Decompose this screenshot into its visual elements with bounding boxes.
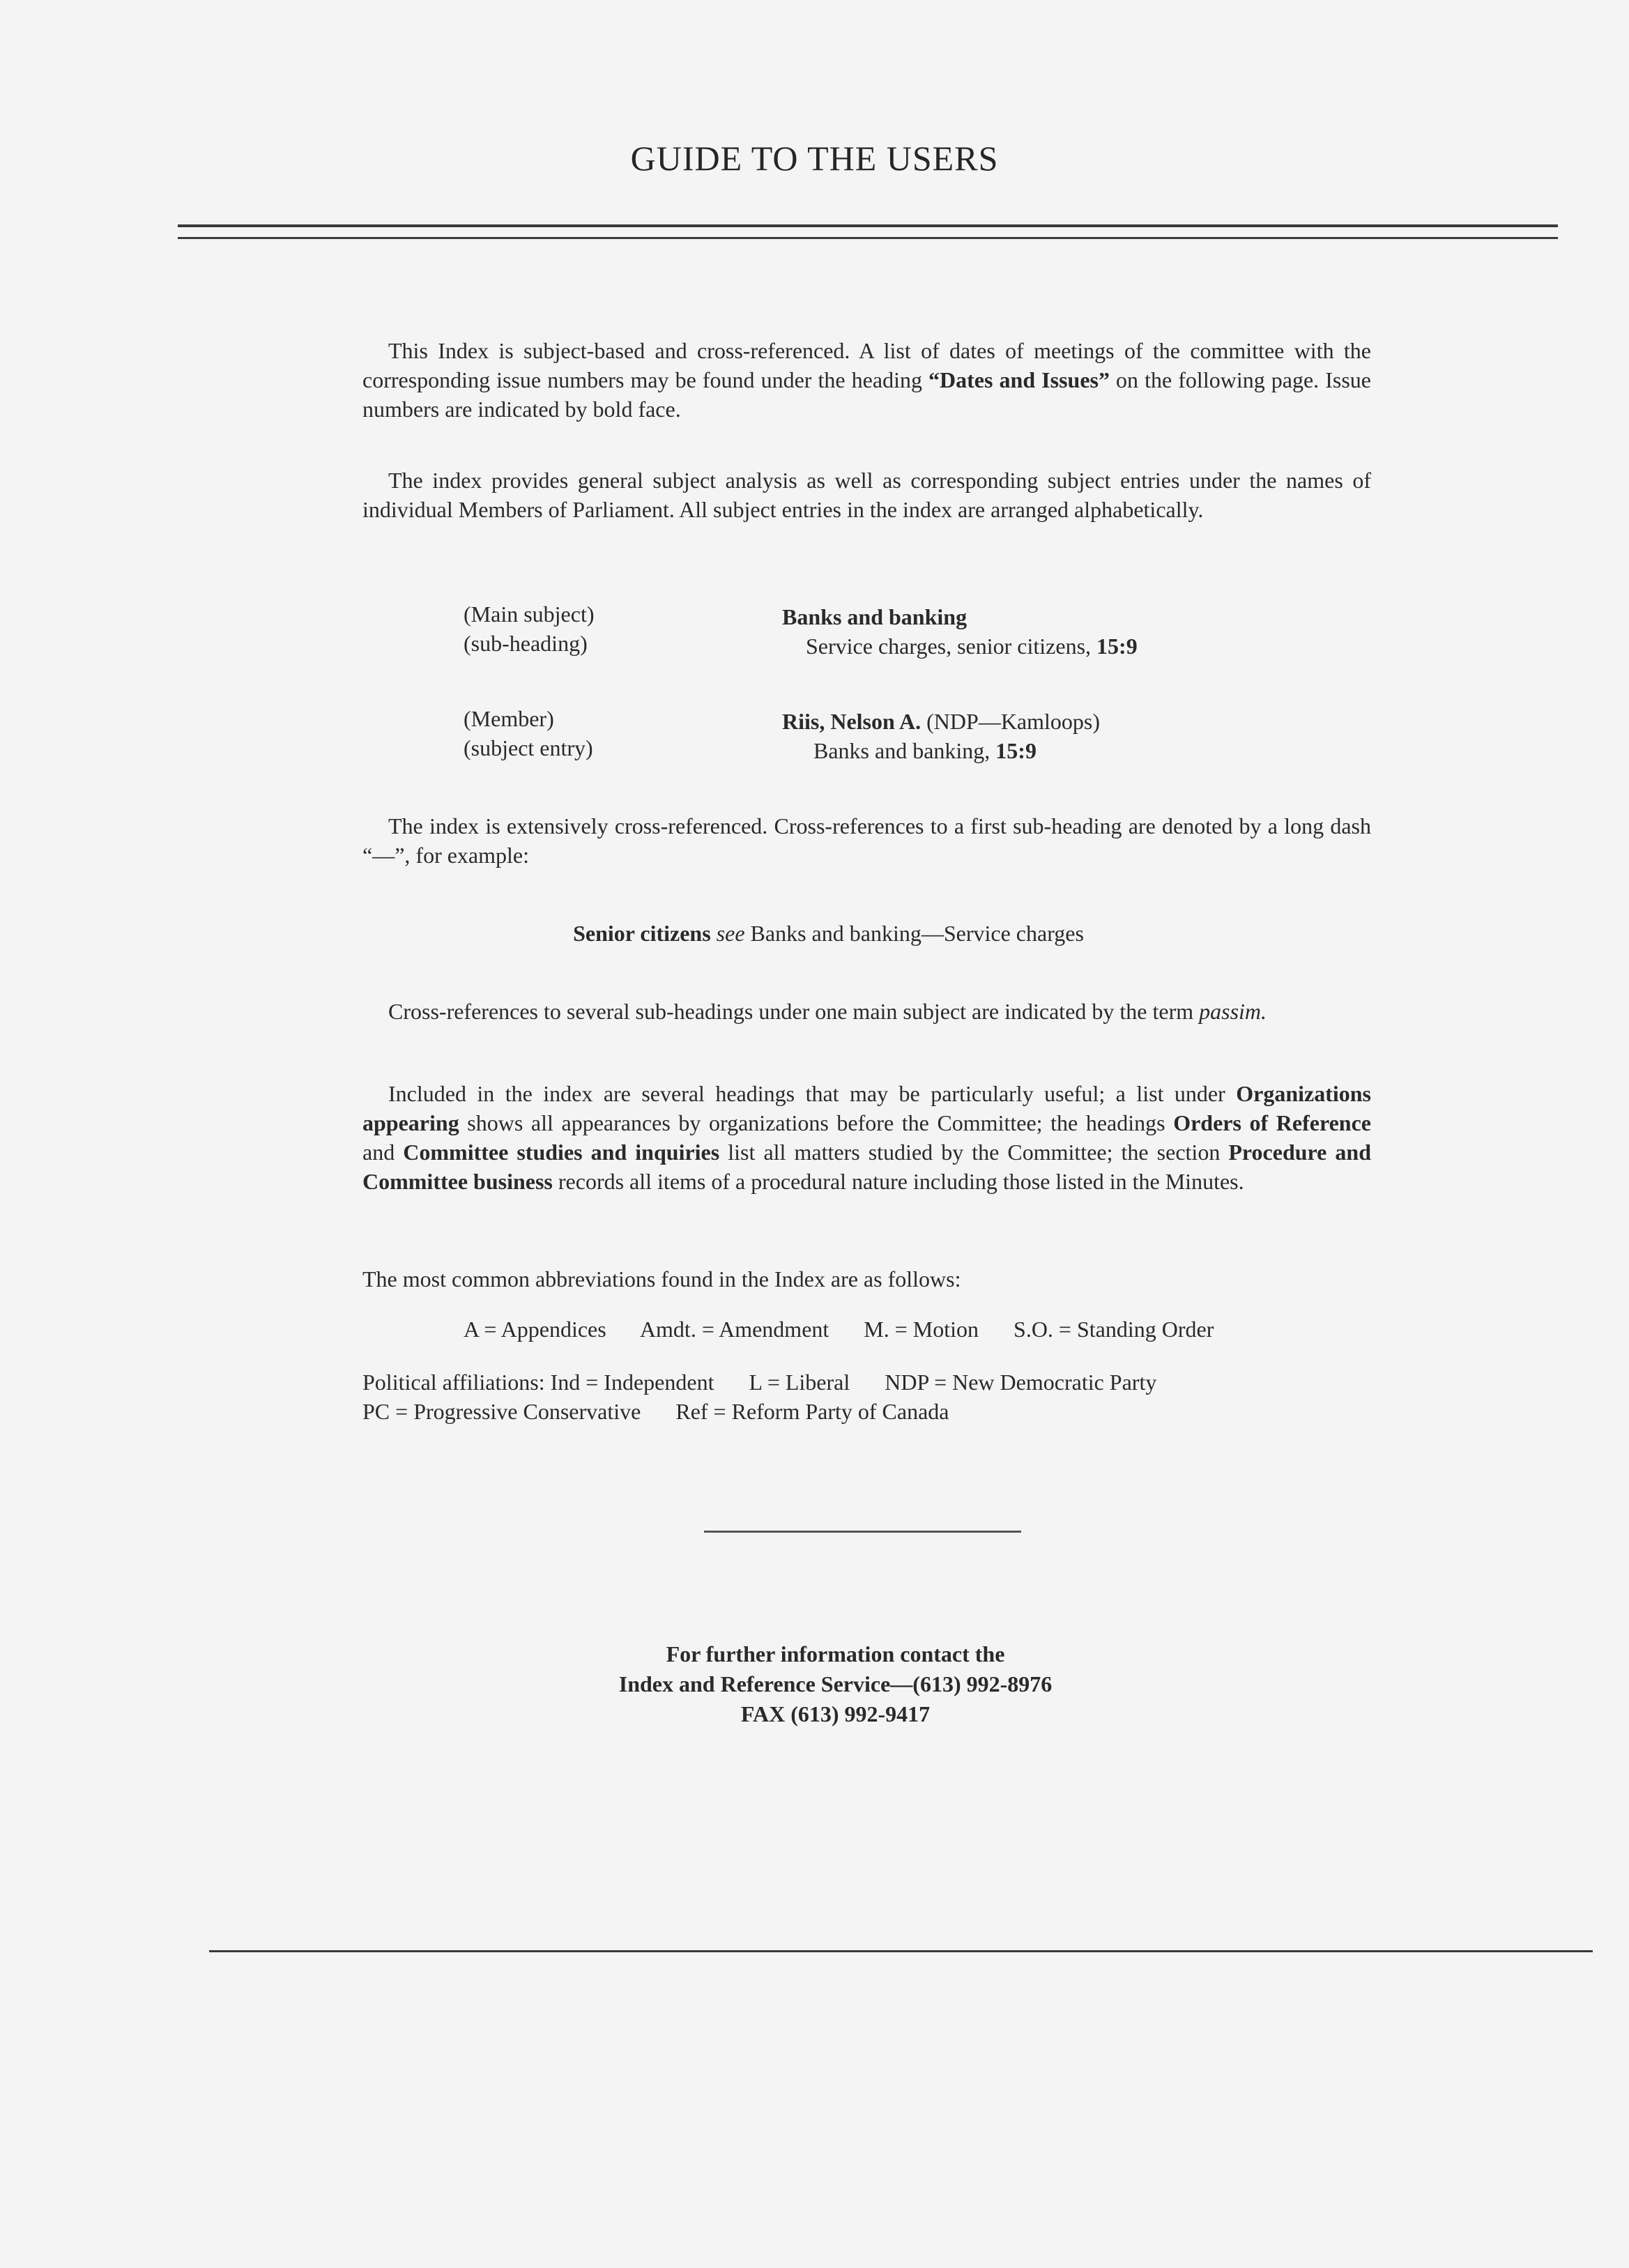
headings-text-5: records all items of a procedural nature including those listed in the Minutes. xyxy=(552,1169,1244,1194)
example-entry-subject xyxy=(782,602,1138,661)
headings-text-4: list all matters studied by the Committee; the section xyxy=(719,1140,1229,1165)
example-labels-member xyxy=(464,704,593,763)
passim-paragraph xyxy=(362,997,1371,1026)
political-affiliations xyxy=(362,1367,1156,1426)
contact-line-3: FAX (613) 992-9417 xyxy=(740,1701,931,1726)
crossref-bold: Senior citizens xyxy=(573,921,711,946)
abbrev-standing-order: S.O. = Standing Order xyxy=(1014,1317,1214,1342)
entry-sub-text: Service charges, senior citizens, xyxy=(806,634,1097,659)
intro-paragraph xyxy=(362,336,1371,424)
organizations-appearing: Organizations appearing xyxy=(362,1081,1371,1135)
abbrev-amendment: Amdt. = Amendment xyxy=(639,1317,829,1342)
headings-text-1: Included in the index are several headings that may be particularly useful; a list under xyxy=(388,1081,1237,1106)
affiliations-line-2 xyxy=(362,1397,1156,1426)
section-divider xyxy=(704,1531,1021,1533)
passim-term: passim. xyxy=(1199,999,1267,1024)
orders-of-reference: Orders of Reference xyxy=(1173,1110,1372,1135)
crossref-example xyxy=(0,919,1629,948)
affil-ndp: NDP = New Democratic Party xyxy=(885,1370,1157,1395)
footer-rule xyxy=(209,1950,1593,1952)
entry-subject-text: Banks and banking, xyxy=(813,738,996,763)
header-rule-lower xyxy=(178,237,1558,239)
header-rule-upper xyxy=(178,224,1558,227)
dates-issues-heading: “Dates and Issues” xyxy=(928,367,1110,392)
affil-independent: Political affiliations: Ind = Independent xyxy=(362,1370,714,1395)
affil-reform: Ref = Reform Party of Canada xyxy=(675,1399,949,1424)
contact-info xyxy=(0,1639,1629,1729)
example-labels-subject xyxy=(464,599,595,658)
intro-text-a: This Index is subject-based and cross-referenced. A list of dates of meetings of the committee with the corresponding issue numbers may be found under the heading xyxy=(362,338,1371,392)
crossref-see: see xyxy=(716,921,745,946)
contact-line-2: Index and Reference Service—(613) 992-8976 xyxy=(618,1671,1053,1696)
entry-subject xyxy=(782,736,1100,765)
affil-pc: PC = Progressive Conservative xyxy=(362,1399,641,1424)
procedure-business: Procedure and Committee business xyxy=(362,1140,1372,1194)
example-entry-member xyxy=(782,707,1100,765)
headings-paragraph xyxy=(362,1079,1371,1196)
entry-subject-ref: 15:9 xyxy=(995,738,1037,763)
passim-text: Cross-references to several sub-headings under one main subject are indicated by the term xyxy=(388,999,1200,1024)
label-sub-heading: (sub-heading) xyxy=(464,631,588,656)
affil-liberal: L = Liberal xyxy=(749,1370,850,1395)
intro-text-b: on the following page. Issue numbers are indicated by bold face. xyxy=(362,367,1371,422)
label-subject-entry: (subject entry) xyxy=(464,735,593,760)
crossref-paragraph: The index is extensively cross-referenced. Cross-references to a first sub-heading are denoted by a long dash “—”, for example: xyxy=(362,813,1371,868)
entry-sub-ref: 15:9 xyxy=(1096,634,1138,659)
entry-member-party: (NDP—Kamloops) xyxy=(921,709,1101,734)
entry-sub-heading xyxy=(782,631,1138,661)
page-title: GUIDE TO THE USERS xyxy=(630,139,999,178)
abbreviations-intro: The most common abbreviations found in the Index are as follows: xyxy=(362,1266,961,1292)
entry-main-subject: Banks and banking xyxy=(782,604,968,629)
label-member: (Member) xyxy=(464,706,554,731)
abbreviations-list xyxy=(464,1315,1214,1344)
label-main-subject: (Main subject) xyxy=(464,602,595,627)
crossref-target: Banks and banking—Service charges xyxy=(744,921,1084,946)
contact-line-1: For further information contact the xyxy=(666,1641,1005,1666)
committee-studies: Committee studies and inquiries xyxy=(403,1140,720,1165)
abbrev-motion: M. = Motion xyxy=(864,1317,979,1342)
entry-member-name: Riis, Nelson A. xyxy=(782,709,921,734)
affiliations-line-1 xyxy=(362,1367,1156,1397)
entry-member xyxy=(782,707,1100,736)
headings-text-3: and xyxy=(362,1140,404,1165)
abbrev-appendices: A = Appendices xyxy=(464,1317,606,1342)
analysis-paragraph: The index provides general subject analysis as well as corresponding subject entries under the names of individual Members of Parliament. All subject entries in the index are arranged alphabetically. xyxy=(362,468,1371,522)
headings-text-2: shows all appearances by organizations before the Committee; the headings xyxy=(459,1110,1174,1135)
